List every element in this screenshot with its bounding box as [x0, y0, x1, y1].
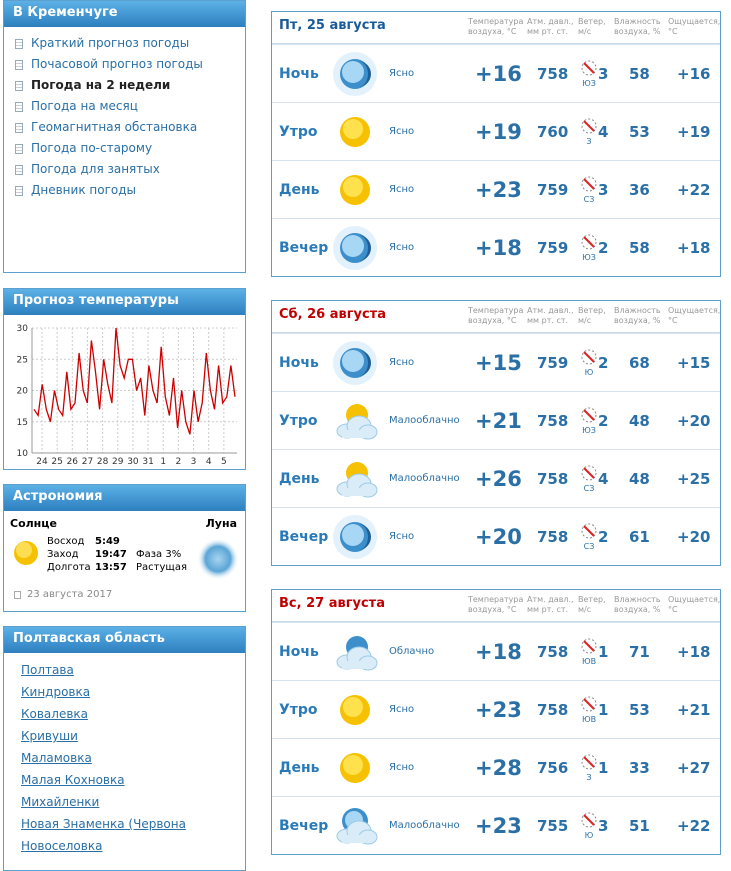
condition-text: Малооблачно	[389, 415, 460, 426]
period-label: Ночь	[279, 65, 319, 82]
period-label: Вечер	[279, 239, 329, 256]
feels-like-value: +16	[677, 64, 711, 83]
forecast-row	[272, 44, 720, 102]
humidity-value: 48	[629, 469, 650, 488]
wind-compass-icon	[580, 522, 598, 540]
wind-speed: 1	[598, 758, 609, 777]
pressure-value: 758	[537, 527, 569, 546]
wind-direction: ЮЗ	[582, 79, 596, 88]
wind-direction: ЮВ	[581, 657, 597, 666]
wind-direction: ЮЗ	[582, 253, 596, 262]
col-header-hum: Влажность воздуха, %	[614, 17, 661, 36]
forecast-menu	[4, 27, 245, 201]
feels-like-value: +15	[677, 353, 711, 372]
humidity-value: 53	[629, 700, 650, 719]
calendar-icon	[14, 591, 21, 599]
feels-like-value: +20	[677, 527, 711, 546]
moon-icon	[332, 514, 378, 560]
sunrise-time: 5:49	[95, 536, 120, 547]
humidity-value: 33	[629, 758, 650, 777]
menu-item-label: Краткий прогноз погоды	[31, 36, 190, 50]
condition-text: Ясно	[389, 704, 415, 715]
menu-item-label: Погода по-старому	[31, 141, 153, 155]
feels-like-value: +22	[677, 180, 711, 199]
day-forecast	[271, 11, 721, 277]
temp-forecast-title: Прогноз температуры	[4, 289, 245, 315]
feels-like-value: +19	[677, 122, 711, 141]
pressure-value: 756	[537, 758, 569, 777]
wind-compass-icon	[580, 59, 598, 77]
period-label: День	[279, 181, 320, 198]
x-tick-label: 26	[66, 457, 79, 467]
pressure-value: 760	[537, 122, 569, 141]
wind-compass-icon	[580, 117, 598, 135]
condition-text: Малооблачно	[389, 820, 460, 831]
wind-direction: З	[586, 137, 592, 146]
wind-speed: 2	[598, 353, 609, 372]
wind-direction: СЗ	[583, 195, 595, 204]
day-forecast	[271, 300, 721, 566]
menu-item-label: Почасовой прогноз погоды	[31, 57, 203, 71]
menu-item-label: Погода на 2 недели	[31, 78, 171, 92]
region-link[interactable]: Кривуши	[21, 729, 78, 743]
pressure-value: 758	[537, 469, 569, 488]
sunset-label: Заход	[47, 549, 79, 560]
menu-item-label: Погода для занятых	[31, 162, 160, 176]
page-icon	[15, 39, 23, 49]
moon-icon	[332, 225, 378, 271]
wind-speed: 3	[598, 816, 609, 835]
wind-direction: ЮЗ	[582, 426, 596, 435]
forecast-row	[272, 507, 720, 565]
pressure-value: 759	[537, 238, 569, 257]
region-title: Полтавская область	[4, 627, 245, 653]
feels-like-value: +18	[677, 238, 711, 257]
col-header-wind: Ветер, м/с	[578, 306, 606, 325]
page-icon	[15, 186, 23, 196]
pressure-value: 755	[537, 816, 569, 835]
page-icon	[15, 144, 23, 154]
wind-compass-icon	[580, 695, 598, 713]
moon-icon	[332, 51, 378, 97]
wind-speed: 3	[598, 180, 609, 199]
col-header-temp: Температура воздуха, °С	[468, 595, 524, 614]
region-links	[4, 653, 245, 857]
wind-direction: СЗ	[583, 542, 595, 551]
daylength-label: Долгота	[47, 562, 91, 573]
feels-like-value: +20	[677, 411, 711, 430]
y-tick-label: 30	[16, 324, 28, 334]
menu-item[interactable]	[15, 159, 245, 180]
astro-date: 23 августа 2017	[27, 589, 113, 600]
col-header-temp: Температура воздуха, °С	[468, 17, 524, 36]
wind-compass-icon	[580, 464, 598, 482]
moon-phase: Фаза 3%	[136, 549, 182, 560]
partly-cloudy-icon	[332, 456, 378, 502]
condition-text: Ясно	[389, 68, 415, 79]
wind-direction: СЗ	[583, 484, 595, 493]
temperature-value: +23	[475, 813, 522, 838]
page-icon	[15, 81, 23, 91]
day-header	[272, 590, 720, 622]
day-forecast	[271, 589, 721, 855]
page-icon	[15, 60, 23, 70]
temperature-value: +20	[475, 524, 522, 549]
region-panel	[3, 626, 246, 871]
sun-icon	[332, 167, 378, 213]
menu-item[interactable]	[15, 180, 245, 201]
region-link[interactable]: Малая Кохновка	[21, 773, 125, 787]
x-tick-label: 2	[175, 457, 182, 467]
pressure-value: 758	[537, 700, 569, 719]
moon-phase-state: Растущая	[136, 562, 187, 573]
menu-item[interactable]	[15, 96, 245, 117]
menu-item[interactable]	[15, 117, 245, 138]
feels-like-value: +18	[677, 642, 711, 661]
period-label: Утро	[279, 701, 318, 718]
forecast-row	[272, 796, 720, 854]
forecast-row	[272, 622, 720, 680]
col-header-wind: Ветер, м/с	[578, 595, 606, 614]
region-link[interactable]: Новая Знаменка (Червона	[21, 817, 186, 831]
partly-cloudy-icon	[332, 398, 378, 444]
x-tick-label: 4	[205, 457, 212, 467]
forecast-row	[272, 391, 720, 449]
temperature-value: +23	[475, 177, 522, 202]
wind-compass-icon	[580, 637, 598, 655]
region-link[interactable]: Новоселовка	[21, 839, 103, 853]
feels-like-value: +21	[677, 700, 711, 719]
col-header-pres: Атм. давл., мм рт. ст.	[527, 306, 574, 325]
region-link[interactable]: Михайленки	[21, 795, 100, 809]
condition-text: Ясно	[389, 126, 415, 137]
col-header-feel: Ощущается, °С	[668, 306, 721, 325]
forecast-row	[272, 218, 720, 276]
city-title: В Кременчуге	[4, 1, 245, 27]
x-tick-label: 24	[36, 457, 48, 467]
forecast-row	[272, 738, 720, 796]
col-header-feel: Ощущается, °С	[668, 17, 721, 36]
wind-speed: 2	[598, 527, 609, 546]
temperature-value: +21	[475, 408, 522, 433]
menu-item-label: Дневник погоды	[31, 183, 136, 197]
menu-item[interactable]	[15, 33, 245, 54]
x-tick-label: 27	[81, 457, 94, 467]
sun-icon	[332, 745, 378, 791]
astronomy-title: Астрономия	[4, 485, 245, 511]
y-tick-label: 20	[16, 386, 28, 397]
temperature-value: +28	[475, 755, 522, 780]
pressure-value: 758	[537, 64, 569, 83]
menu-item-label: Погода на месяц	[31, 99, 138, 113]
wind-speed: 3	[598, 64, 609, 83]
condition-text: Ясно	[389, 184, 415, 195]
pressure-value: 759	[537, 353, 569, 372]
col-header-temp: Температура воздуха, °С	[468, 306, 524, 325]
humidity-value: 51	[629, 816, 650, 835]
temp-series-line	[34, 328, 235, 434]
moon-icon	[332, 340, 378, 386]
wind-compass-icon	[580, 406, 598, 424]
temperature-value: +16	[475, 61, 522, 86]
moon-icon	[197, 538, 239, 580]
x-tick-label: 3	[190, 457, 197, 467]
temperature-value: +18	[475, 639, 522, 664]
x-tick-label: 31	[142, 457, 154, 467]
period-label: Ночь	[279, 354, 319, 371]
page-icon	[15, 123, 23, 133]
temperature-value: +19	[475, 119, 522, 144]
col-header-pres: Атм. давл., мм рт. ст.	[527, 17, 574, 36]
x-tick-label: 1	[160, 457, 167, 467]
pressure-value: 759	[537, 180, 569, 199]
y-tick-label: 15	[16, 417, 28, 428]
humidity-value: 58	[629, 238, 650, 257]
condition-text: Облачно	[389, 646, 435, 657]
wind-direction: Ю	[584, 831, 594, 840]
forecast-row	[272, 680, 720, 738]
page-icon	[15, 102, 23, 112]
sunrise-label: Восход	[47, 536, 85, 547]
period-label: Вечер	[279, 817, 329, 834]
y-tick-label: 10	[16, 449, 28, 459]
wind-direction: З	[586, 773, 592, 782]
period-label: Вечер	[279, 528, 329, 545]
sun-label: Солнце	[10, 517, 57, 530]
condition-text: Малооблачно	[389, 473, 460, 484]
wind-compass-icon	[580, 753, 598, 771]
daylength-value: 13:57	[95, 562, 127, 573]
pressure-value: 758	[537, 642, 569, 661]
page-icon	[15, 165, 23, 175]
temp-chart	[4, 315, 245, 469]
forecast-row	[272, 449, 720, 507]
wind-speed: 1	[598, 700, 609, 719]
period-label: Ночь	[279, 643, 319, 660]
col-header-hum: Влажность воздуха, %	[614, 306, 661, 325]
condition-text: Ясно	[389, 242, 415, 253]
x-tick-label: 29	[112, 457, 124, 467]
day-title: Сб, 26 августа	[279, 307, 386, 322]
region-link[interactable]: Полтава	[21, 663, 74, 677]
feels-like-value: +27	[677, 758, 711, 777]
moon-label: Луна	[205, 517, 237, 530]
city-menu-panel	[3, 0, 246, 273]
x-tick-label: 25	[51, 457, 63, 467]
wind-speed: 2	[598, 238, 609, 257]
sun-icon	[332, 687, 378, 733]
wind-compass-icon	[580, 348, 598, 366]
x-tick-label: 5	[220, 457, 227, 467]
wind-speed: 4	[598, 469, 609, 488]
col-header-wind: Ветер, м/с	[578, 17, 606, 36]
humidity-value: 61	[629, 527, 650, 546]
temperature-value: +18	[475, 235, 522, 260]
condition-text: Ясно	[389, 762, 415, 773]
humidity-value: 53	[629, 122, 650, 141]
x-tick-label: 30	[127, 457, 139, 467]
forecast-row	[272, 102, 720, 160]
wind-direction: ЮВ	[581, 715, 597, 724]
wind-compass-icon	[580, 175, 598, 193]
period-label: Утро	[279, 412, 318, 429]
condition-text: Ясно	[389, 531, 415, 542]
menu-item[interactable]	[15, 138, 245, 159]
partly-cloudy-night-icon	[332, 803, 378, 849]
wind-speed: 2	[598, 411, 609, 430]
cloudy-night-icon	[332, 629, 378, 675]
sun-icon	[12, 539, 40, 567]
temperature-value: +23	[475, 697, 522, 722]
region-link[interactable]: Ковалевка	[21, 707, 89, 721]
temp-forecast-panel	[3, 288, 246, 470]
x-tick-label: 28	[96, 457, 109, 467]
humidity-value: 68	[629, 353, 650, 372]
humidity-value: 48	[629, 411, 650, 430]
forecast-row	[272, 160, 720, 218]
temperature-value: +26	[475, 466, 522, 491]
pressure-value: 758	[537, 411, 569, 430]
y-tick-label: 25	[16, 355, 28, 366]
wind-speed: 1	[598, 642, 609, 661]
col-header-pres: Атм. давл., мм рт. ст.	[527, 595, 574, 614]
day-header	[272, 301, 720, 333]
day-title: Пт, 25 августа	[279, 18, 386, 33]
menu-item[interactable]	[15, 54, 245, 75]
day-title: Вс, 27 августа	[279, 596, 385, 611]
sun-icon	[332, 109, 378, 155]
menu-item	[15, 75, 245, 96]
period-label: День	[279, 759, 320, 776]
wind-compass-icon	[580, 233, 598, 251]
region-link[interactable]: Киндровка	[21, 685, 91, 699]
wind-speed: 4	[598, 122, 609, 141]
region-link[interactable]: Маламовка	[21, 751, 92, 765]
menu-item-label: Геомагнитная обстановка	[31, 120, 198, 134]
condition-text: Ясно	[389, 357, 415, 368]
wind-compass-icon	[580, 811, 598, 829]
humidity-value: 58	[629, 64, 650, 83]
day-header	[272, 12, 720, 44]
wind-direction: Ю	[584, 368, 594, 377]
col-header-feel: Ощущается, °С	[668, 595, 721, 614]
forecast-row	[272, 333, 720, 391]
sunset-time: 19:47	[95, 549, 127, 560]
astronomy-panel	[3, 484, 246, 612]
col-header-hum: Влажность воздуха, %	[614, 595, 661, 614]
humidity-value: 71	[629, 642, 650, 661]
humidity-value: 36	[629, 180, 650, 199]
period-label: День	[279, 470, 320, 487]
period-label: Утро	[279, 123, 318, 140]
temperature-value: +15	[475, 350, 522, 375]
feels-like-value: +22	[677, 816, 711, 835]
feels-like-value: +25	[677, 469, 711, 488]
